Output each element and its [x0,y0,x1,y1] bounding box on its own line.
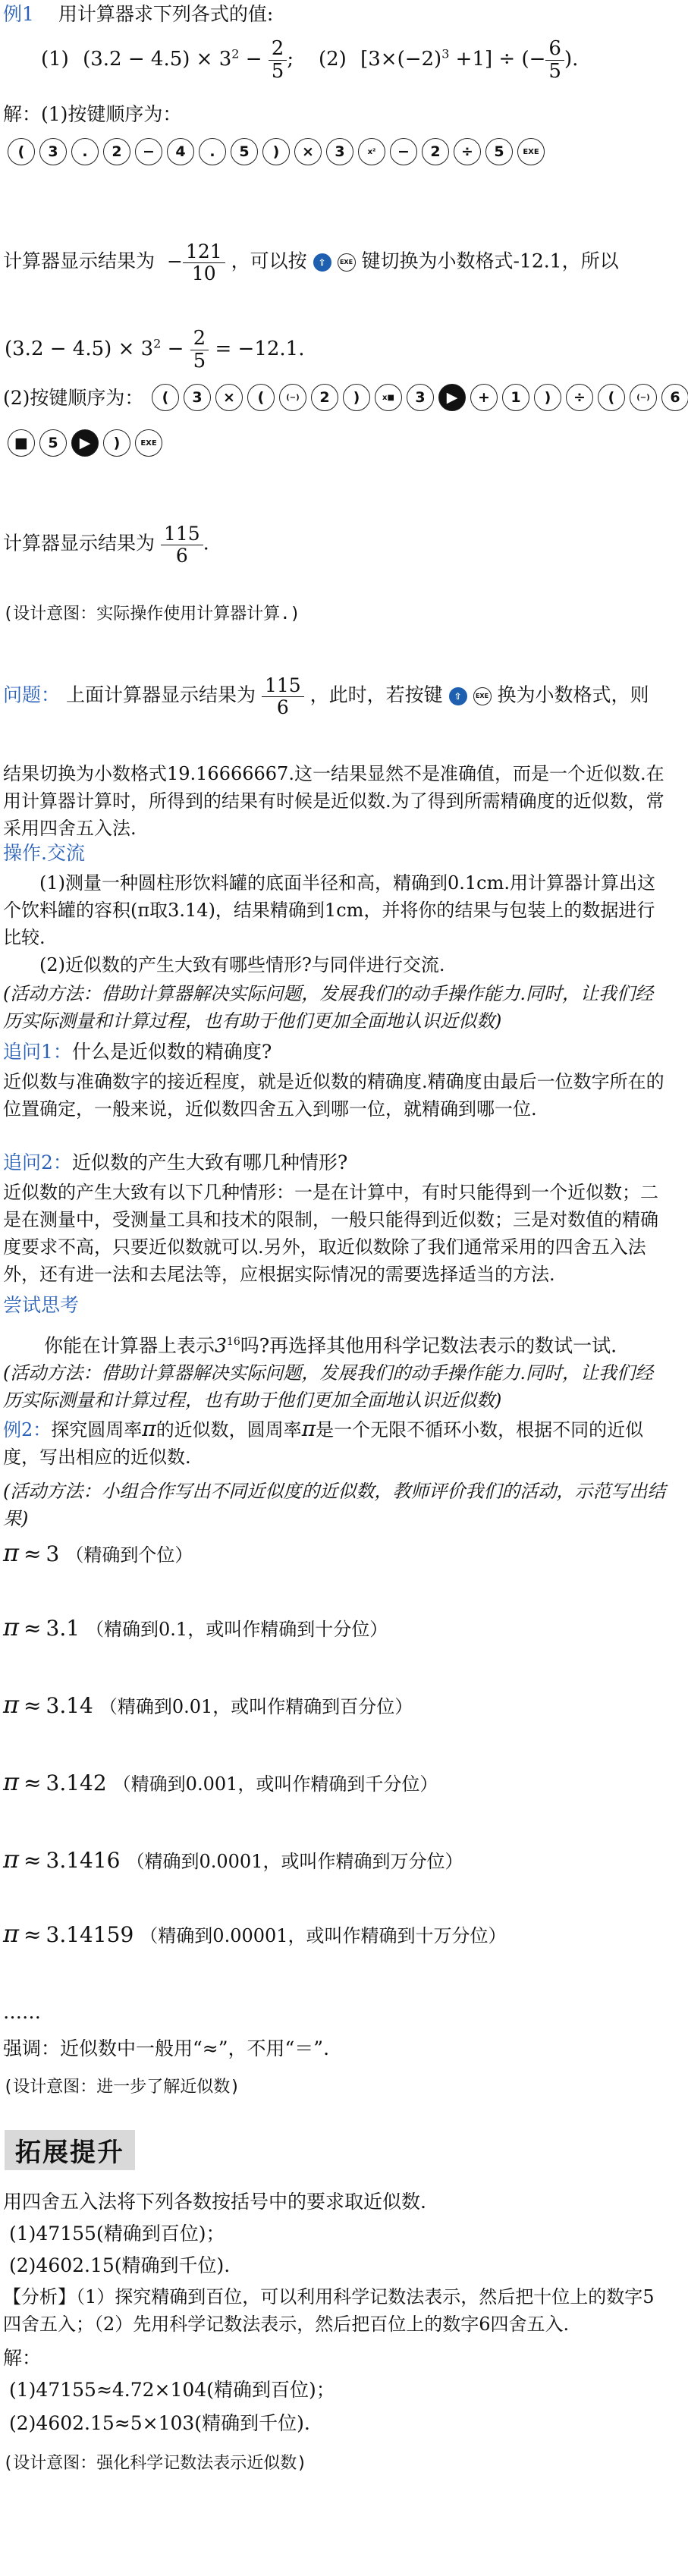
fraction [190,328,209,372]
fraction-denominator: 5 [548,59,561,83]
pi-symbol: π [3,1919,20,1948]
problem-number: (2) [319,48,347,71]
text: 上面计算器显示结果为 [65,683,256,706]
pi-symbol: π [3,1613,20,1641]
operator: − [245,48,262,71]
text: 计算器显示结果为 [3,250,156,272]
calculator-key: ÷ [454,138,481,165]
exponent: 3 [441,46,450,61]
exponent: 16 [226,1336,240,1348]
approx-symbol: ≈ [24,1922,42,1947]
approx-value: 3.14 [46,1693,93,1718]
extend-intro: 用四舍五入法将下列各数按括号中的要求取近似数. [3,2191,426,2213]
approx-value: 3.1 [46,1616,80,1641]
paren: ). [564,48,579,71]
fraction [161,523,203,566]
fraction-numerator: 121 [183,241,225,263]
calculator-key: − [390,138,417,165]
fraction-denominator: 5 [271,59,284,83]
emphasis: 强调：近似数中一般用“≈”，不用“＝”. [3,2037,330,2059]
calculator-key: ( [247,384,275,411]
calculator-key: ) [534,384,561,411]
shift-key-icon: ⇧ [449,687,467,705]
extend-answer-1: (1)47155≈4.72×104(精确到百位)； [9,2379,335,2401]
calculator-key: x■ [375,384,402,411]
approx-note: （精确到0.1，或叫作精确到十分位） [86,1619,388,1640]
calculator-key: 1 [502,384,529,411]
pi-approx-row [3,1919,507,1948]
calculator-key: − [135,138,162,165]
expr: (3.2 − 4.5) × 3 [83,48,232,71]
text: 键切换为小数格式-12.1，所以 [361,250,619,272]
fraction-numerator: 115 [161,523,203,545]
calculator-key: (−) [279,384,306,411]
calculator-key: ( [152,384,179,411]
exponent: 2 [231,46,240,61]
text: 换为小数格式，则 [497,683,649,706]
follow-up-question: 什么是近似数的精确度? [71,1041,272,1063]
extend-question-2: (2)4602.15(精确到千位). [9,2254,231,2276]
follow-up-label: 追问1： [3,1041,72,1063]
calculator-key: 2 [103,138,130,165]
text: 的近似数，圆周率 [156,1419,302,1440]
follow-up-1 [3,1039,272,1065]
try-heading: 尝试思考 [3,1294,80,1316]
calculator-key: ) [343,384,370,411]
key-sequence-1 [8,138,545,165]
calculator-key: . [71,138,99,165]
approx-symbol: ≈ [24,1693,42,1718]
calculator-key: × [294,138,322,165]
expr: +1] ÷ [455,48,516,71]
follow-up-1-answer: 近似数与准确数字的接近程度，就是近似数的精确度.精确度由最后一位数字所在的位置确定，一般来说，近似数四舍五入到哪一位，就精确到哪一位. [3,1071,664,1120]
approx-symbol: ≈ [24,1616,42,1641]
calculator-key: EXE [517,138,545,165]
calculator-key: . [199,138,226,165]
punct: . [203,532,209,554]
expr: [3×(−2) [360,48,442,71]
fraction-denominator: 10 [191,262,216,284]
text: 吗?再选择其他用科学记数法表示的数试一试. [240,1334,617,1357]
calculator-key: × [215,384,243,411]
question-label: 问题： [3,683,61,706]
example-title: 用计算器求下列各式的值: [58,3,274,25]
calculator-key: + [470,384,498,411]
text: 探究圆周率 [51,1419,143,1440]
operation-item-1: (1)测量一种圆柱形饮料罐的底面半径和高，精确到0.1cm.用计算器计算出这个饮料罐的容积(π取3.14)，结果精确到1cm，并将你的结果与包装上的数据进行比较. [3,872,655,948]
design-note-2: (设计意图：进一步了解近似数) [3,2078,240,2097]
calculator-key: 4 [167,138,194,165]
pi-approx-row [3,1613,388,1641]
text: ，可以按 [231,250,307,272]
calculator-key: x² [358,138,385,165]
calculator-key: ■ [8,429,35,457]
example1-header [3,2,273,27]
calculator-key: ) [103,429,130,457]
pi-symbol: π [142,1416,156,1441]
extend-heading: 拓展提升 [5,2130,135,2170]
calculator-key: 5 [485,138,513,165]
fraction-denominator: 5 [193,349,206,372]
operator: − [167,338,184,361]
approx-note: （精确到0.00001，或叫作精确到十万分位） [140,1925,507,1946]
approx-note: （精确到0.01，或叫作精确到百分位） [99,1696,413,1717]
fraction [545,38,564,82]
approx-value: 3.142 [46,1770,107,1795]
calculator-key: ÷ [566,384,593,411]
fraction-denominator: 6 [276,696,289,718]
result-line: 计算器显示结果为 − $\frac{121}{10}$ ，可以按 ⇧ EXE 键切换为小数格式-12.1，所以 [3,240,619,284]
example-label: 例2： [3,1419,52,1440]
approx-value: 3.14159 [46,1922,134,1947]
pi-approx-row [3,1538,193,1567]
calculator-key: ▶ [71,429,99,457]
calculator-key: EXE [135,429,162,457]
approx-symbol: ≈ [24,1848,42,1873]
approx-note: （精确到0.001，或叫作精确到千分位） [112,1773,438,1795]
calculator-key: 3 [326,138,353,165]
approx-note: （精确到个位） [65,1544,193,1566]
follow-up-2-answer: 近似数的产生大致有以下几种情形：一是在计算中，有时只能得到一个近似数；二是在测量中，受测量工具和技术的限制，一般只能得到近似数；三是对数值的精确度要求不高，只要近似数就可以.另外，取近似数除了我们通常采用的四舍五入法外，还有进一法和去尾法等，应根据实际情况的需要选择适当的方法. [3,1182,658,1285]
exe-key-icon: EXE [473,687,492,705]
approx-symbol: ≈ [24,1541,42,1566]
operation-method: (活动方法：借助计算器解决实际问题，发展我们的动手操作能力.同时，让我们经历实际测量和计算过程，也有助于他们更加全面地认识近似数) [3,983,653,1032]
example-label: 例1 [3,3,34,25]
extend-answer-2: (2)4602.15≈5×103(精确到千位). [9,2412,310,2434]
pi-symbol: π [3,1538,20,1567]
pi-symbol: π [3,1845,20,1874]
final-expression [5,328,304,372]
text: ，此时，若按键 [309,683,443,706]
part2-label: (2)按键顺序为： [3,387,144,409]
calculator-key: 3 [407,384,434,411]
expr: (3.2 − 4.5) × 3 [5,338,154,361]
example2-text [3,1415,671,1471]
calculator-key: ( [598,384,625,411]
calculator-key: 5 [231,138,258,165]
fraction-denominator: 6 [175,544,188,567]
try-method: (活动方法：借助计算器解决实际问题，发展我们的动手操作能力.同时，让我们经历实际测量和计算过程，也有助于他们更加全面地认识近似数) [3,1362,653,1411]
paren: (− [521,48,546,71]
problem-1 [41,38,294,82]
pi-approx-row [3,1767,438,1796]
fraction [269,38,287,82]
extend-analysis: 【分析】（1）探究精确到百位，可以利用科学记数法表示，然后把十位上的数字5四舍五入；（2）先用科学记数法表示，然后把百位上的数字6四舍五入. [3,2286,655,2335]
example2-method: (活动方法：小组合作写出不同近似度的近似数，教师评价我们的活动，示范写出结果) [3,1481,666,1529]
ellipsis: …… [3,2001,41,2023]
calculator-key: ) [262,138,290,165]
approx-symbol: ≈ [24,1770,42,1795]
exponent: 2 [153,336,162,351]
key-sequence-2-row2 [8,429,162,457]
pi-approx-row [3,1845,463,1874]
fraction-numerator: 2 [269,38,287,61]
design-note-3: (设计意图：强化科学记数法表示近似数) [3,2454,307,2473]
follow-up-2 [3,1150,347,1176]
calculator-key: 3 [39,138,67,165]
shift-key-icon: ⇧ [313,253,331,272]
calculator-key: ▶ [438,384,466,411]
text: 计算器显示结果为 [3,532,156,554]
key-sequence-2-row1 [152,384,688,411]
fraction-numerator: 115 [262,675,304,697]
punct: ; [287,48,294,71]
extend-solution-label: 解： [3,2347,42,2369]
calculator-key: (−) [630,384,657,411]
calculator-key: ( [8,138,35,165]
pi-symbol: π [3,1690,20,1719]
problem-2 [319,38,578,82]
calculator-key: 3 [184,384,211,411]
fraction [262,675,304,718]
operation-heading: 操作.交流 [3,842,85,864]
approx-value: 3.1416 [46,1848,121,1873]
calculator-key: 2 [422,138,449,165]
follow-up-label: 追问2： [3,1151,72,1173]
question-paragraph: 结果切换为小数格式19.16666667.这一结果显然不是准确值，而是一个近似数.在用计算器计算时，所得到的结果有时候是近似数.为了得到所需精确度的近似数，常采用四舍五入法. [3,763,664,839]
try-text [44,1329,617,1359]
fraction [183,241,225,284]
calculator-key: 5 [39,429,67,457]
result2-line [3,523,209,566]
solution-label: 解：(1)按键顺序为： [3,103,182,125]
base: 3 [215,1334,227,1357]
follow-up-question: 近似数的产生大致有哪几种情形? [71,1151,348,1173]
design-note-1: (设计意图：实际操作使用计算器计算.) [3,605,300,624]
text: 是一个无限不循环小数，根据不同的近似度，写出相应的近似数. [3,1419,644,1468]
calculator-key: 6 [661,384,688,411]
exe-key-icon: EXE [338,253,356,272]
problem-number: (1) [41,48,69,71]
pi-approx-row [3,1690,413,1719]
text: 你能在计算器上表示 [44,1334,215,1357]
fraction-numerator: 2 [190,328,209,350]
operation-item-2: (2)近似数的产生大致有哪些情形?与同伴进行交流. [39,954,445,975]
expr: = −12.1. [215,338,305,361]
pi-symbol: π [3,1767,20,1796]
calculator-key: 2 [311,384,338,411]
approx-note: （精确到0.0001，或叫作精确到万分位） [126,1851,463,1872]
question-line [3,675,649,718]
extend-question-1: (1)47155(精确到百位)； [9,2223,225,2245]
fraction-numerator: 6 [545,38,564,61]
pi-symbol: π [301,1416,316,1441]
approx-value: 3 [46,1541,60,1566]
